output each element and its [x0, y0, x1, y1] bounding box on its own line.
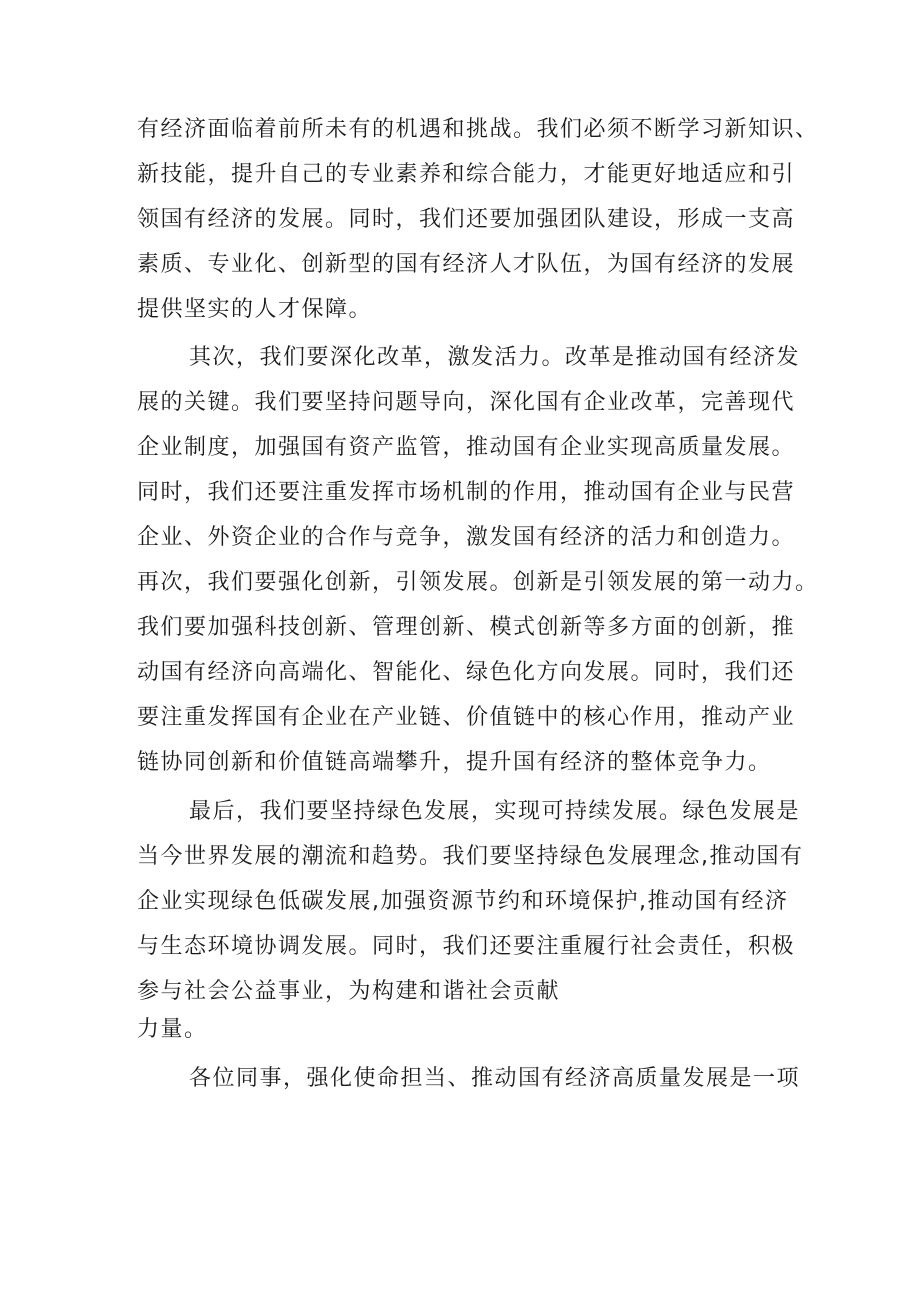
text-line: 要注重发挥国有企业在产业链、价值链中的核心作用，推动产业 [137, 705, 796, 730]
text-line: 最后，我们要坚持绿色发展，实现可持续发展。绿色发展是 [189, 799, 801, 824]
text-line: 动国有经济向高端化、智能化、绿色化方向发展。同时，我们还 [137, 660, 796, 685]
text-line: 当今世界发展的潮流和趋势。我们要坚持绿色发展理念,推动国有 [137, 844, 804, 869]
text-line: 新技能，提升自己的专业素养和综合能力，才能更好地适应和引 [137, 162, 796, 187]
text-line: 我们要加强科技创新、管理创新、模式创新等多方面的创新，推 [137, 615, 796, 640]
text-line: 企业制度，加强国有资产监管，推动国有企业实现高质量发展。 [137, 435, 796, 460]
text-line: 其次，我们要深化改革，激发活力。改革是推动国有经济发 [189, 345, 801, 370]
text-line: 各位同事，强化使命担当、推动国有经济高质量发展是一项 [189, 1066, 801, 1091]
text-line: 企业实现绿色低碳发展,加强资源节约和环境保护,推动国有经济 [137, 889, 789, 914]
text-line: 素质、专业化、创新型的国有经济人才队伍，为国有经济的发展 [137, 252, 796, 277]
text-line: 展的关键。我们要坚持问题导向，深化国有企业改革，完善现代 [137, 390, 796, 415]
text-line: 领国有经济的发展。同时，我们还要加强团队建设，形成一支高 [137, 207, 796, 232]
text-line: 力量。 [137, 1017, 208, 1042]
text-line: 同时，我们还要注重发挥市场机制的作用，推动国有企业与民营 [137, 480, 796, 505]
text-line: 链协同创新和价值链高端攀升，提升国有经济的整体竞争力。 [137, 750, 772, 775]
text-line: 企业、外资企业的合作与竞争，激发国有经济的活力和创造力。 [137, 525, 796, 550]
text-line: 提供坚实的人才保障。 [137, 297, 373, 322]
text-line: 再次，我们要强化创新，引领发展。创新是引领发展的第一动力。 [137, 570, 819, 595]
text-line: 与生态环境协调发展。同时，我们还要注重履行社会责任，积极 [137, 934, 796, 959]
text-line: 参与社会公益事业，为构建和谐社会贡献 [137, 979, 561, 1004]
text-line: 有经济面临着前所未有的机遇和挑战。我们必须不断学习新知识、 [137, 117, 819, 142]
